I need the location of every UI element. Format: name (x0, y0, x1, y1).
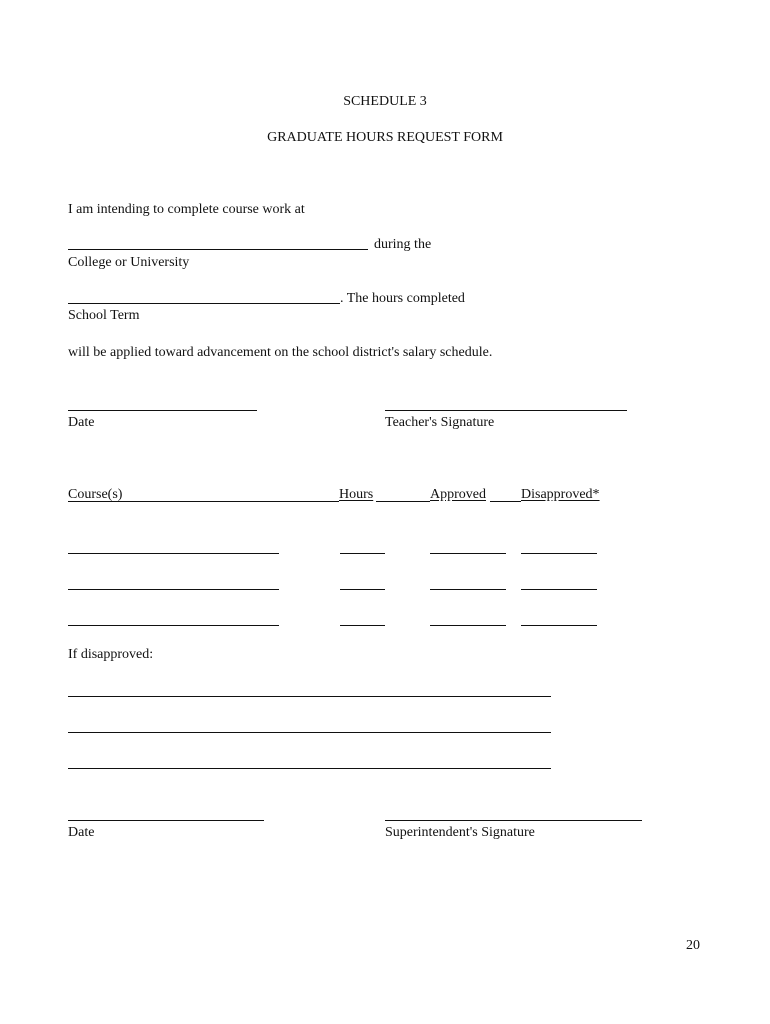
course-header: Course(s) (68, 487, 123, 502)
hours-field[interactable] (340, 625, 385, 626)
hours-field[interactable] (340, 553, 385, 554)
superintendent-signature-field[interactable] (385, 820, 642, 821)
applied-text: will be applied toward advancement on the school district's salary schedule. (68, 345, 493, 360)
disapproved-header: Disapproved* (521, 487, 600, 502)
schedule-heading: SCHEDULE 3 (343, 94, 427, 109)
superintendent-signature-label: Superintendent's Signature (385, 825, 535, 840)
approved-header: Approved (430, 487, 486, 502)
college-label: College or University (68, 255, 190, 270)
approved-field[interactable] (430, 553, 506, 554)
course-field[interactable] (68, 589, 279, 590)
teacher-date-field[interactable] (68, 410, 257, 411)
hours-header: Hours (339, 487, 374, 502)
teacher-signature-label: Teacher's Signature (385, 415, 495, 430)
superintendent-date-label: Date (68, 825, 95, 840)
school-term-field[interactable] (68, 303, 340, 304)
disapproval-reason-line[interactable] (68, 696, 551, 697)
page-number: 20 (686, 938, 700, 953)
teacher-date-label: Date (68, 415, 95, 430)
course-field[interactable] (68, 553, 279, 554)
course-field[interactable] (68, 625, 279, 626)
disapproved-field[interactable] (521, 589, 597, 590)
superintendent-date-field[interactable] (68, 820, 264, 821)
intro-line: I am intending to complete course work at (68, 202, 305, 217)
disapproved-label: If disapproved: (68, 647, 154, 662)
disapproval-reason-line[interactable] (68, 768, 551, 769)
hours-header-underline (376, 501, 430, 502)
disapproved-field[interactable] (521, 553, 597, 554)
teacher-signature-field[interactable] (385, 410, 627, 411)
hours-field[interactable] (340, 589, 385, 590)
school-term-label: School Term (68, 308, 140, 323)
approved-field[interactable] (430, 625, 506, 626)
form-title: GRADUATE HOURS REQUEST FORM (267, 130, 503, 145)
hours-completed-text: . The hours completed (340, 291, 465, 306)
during-the-text: during the (374, 237, 432, 252)
approved-field[interactable] (430, 589, 506, 590)
college-field[interactable] (68, 249, 368, 250)
disapproved-field[interactable] (521, 625, 597, 626)
disapproval-reason-line[interactable] (68, 732, 551, 733)
approved-header-underline (490, 501, 521, 502)
